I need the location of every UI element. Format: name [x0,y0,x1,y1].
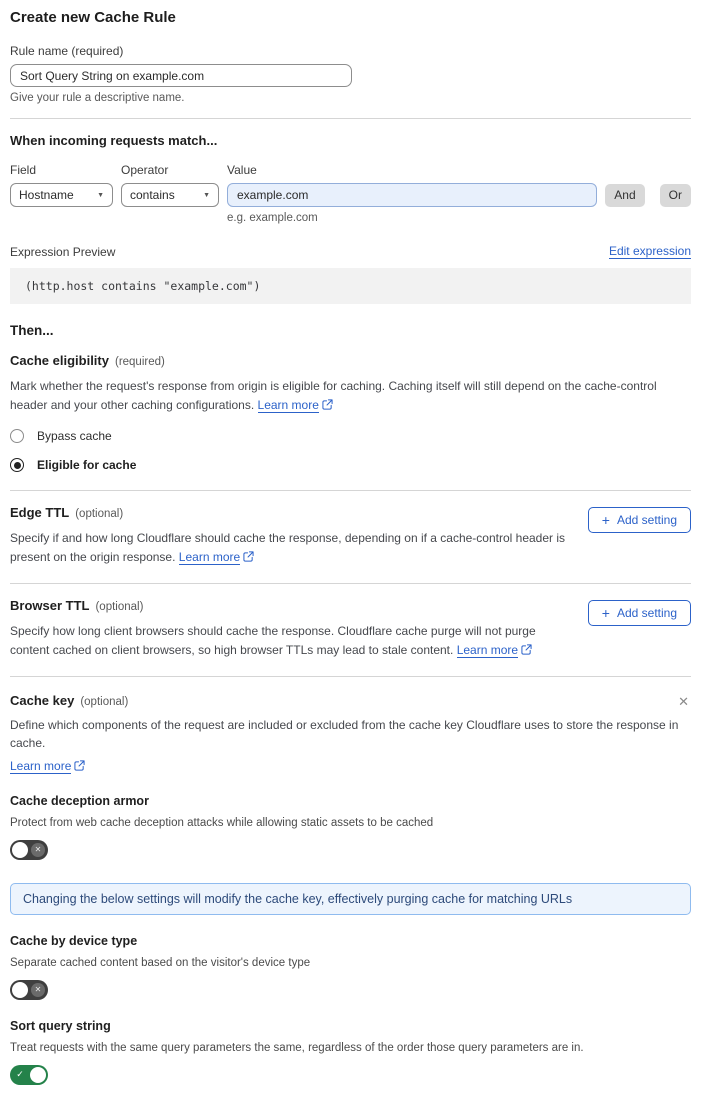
cache-eligibility-learn-more-link[interactable]: Learn more [257,397,319,412]
browser-ttl-qualifier: (optional) [95,601,144,614]
match-labels [10,163,691,177]
edge-ttl-learn-more-link[interactable]: Learn more [178,549,241,564]
expression-preview-code: (http.host contains "example.com") [10,268,691,304]
edge-ttl-section [10,505,691,566]
add-setting-label: Add setting [616,606,677,621]
cache-key-qualifier: (optional) [80,695,129,708]
then-heading: Then... [10,323,54,338]
browser-ttl-title: Browser TTL [10,598,90,614]
or-button[interactable]: Or [660,184,691,207]
and-button[interactable]: And [605,184,644,207]
browser-ttl-section [10,598,691,659]
match-heading: When incoming requests match... [10,133,218,148]
rule-name-label: Rule name (required) [10,44,124,58]
edge-ttl-description: Specify if and how long Cloudflare should cache the response, depending on if a cache-control header is present on the origin response. [10,531,566,564]
field-label: Field [10,163,37,177]
divider [10,583,691,584]
field-select[interactable] [10,183,113,207]
value-input[interactable] [227,183,597,207]
expression-preview-row [10,244,691,259]
external-link-icon [521,644,532,655]
cache-deception-armor-toggle[interactable] [10,840,48,860]
toggle-off-x-icon: ✕ [31,843,45,857]
browser-ttl-learn-more-link[interactable]: Learn more [456,642,519,657]
radio-icon [10,429,24,443]
radio-eligible-for-cache-label: Eligible for cache [37,458,137,473]
toggle-on-check-icon: ✓ [16,1069,24,1080]
cache-eligibility-qualifier: (required) [114,356,165,368]
match-row [10,183,691,207]
divider [10,490,691,491]
cache-by-device-type-toggle[interactable] [10,980,48,1000]
toggle-off-x-icon: ✕ [31,983,45,997]
expression-preview-label: Expression Preview [10,245,116,259]
sort-query-string-description: Treat requests with the same query parameters the same, regardless of the order those query parameters are in. [10,1041,584,1054]
toggle-knob [12,982,28,998]
divider [10,118,691,119]
browser-ttl-add-setting-button[interactable] [588,600,691,626]
value-help: e.g. example.com [227,212,318,224]
radio-bypass-cache[interactable] [10,429,691,443]
edit-expression-link[interactable]: Edit expression [608,244,691,258]
cache-key-warning-banner: Changing the below settings will modify the cache key, effectively purging cache for matching URLs [10,883,691,915]
operator-select-value: contains [130,188,175,202]
edge-ttl-add-setting-button[interactable] [588,507,691,533]
value-label: Value [227,163,257,177]
cache-key-learn-more-link[interactable]: Learn more [10,758,72,773]
cache-eligibility-title: Cache eligibility [10,353,109,368]
plus-icon: + [601,512,610,529]
field-select-value: Hostname [19,188,74,202]
add-setting-label: Add setting [616,513,677,528]
external-link-icon [322,399,333,410]
external-link-icon [74,760,85,771]
toggle-knob [12,842,28,858]
radio-eligible-for-cache[interactable] [10,458,691,472]
plus-icon: + [601,605,610,622]
chevron-down-icon: ▼ [203,191,210,199]
operator-label: Operator [121,163,169,177]
external-link-icon [243,551,254,562]
toggle-knob [30,1067,46,1083]
cache-key-description: Define which components of the request are included or excluded from the cache key Cloudflare uses to store the response in cache. [10,717,679,751]
cache-by-device-type-title: Cache by device type [10,933,138,948]
cache-eligibility-description: Mark whether the request's response from origin is eligible for caching. Caching itself will still depend on the cache-control header and your other caching configurations. [10,379,657,412]
radio-checked-icon [10,458,24,472]
edge-ttl-title: Edge TTL [10,505,70,521]
close-icon[interactable]: ✕ [678,693,689,709]
cache-key-title: Cache key [10,692,75,708]
chevron-down-icon: ▼ [97,191,104,199]
page-title: Create new Cache Rule [10,9,176,26]
sort-query-string-toggle[interactable] [10,1065,48,1085]
operator-select[interactable] [121,183,219,207]
rule-name-input[interactable] [10,64,352,87]
cache-by-device-type-description: Separate cached content based on the visitor's device type [10,956,311,969]
divider [10,676,691,677]
cache-key-section-header [10,693,691,716]
cache-deception-armor-title: Cache deception armor [10,793,149,808]
rule-name-help: Give your rule a descriptive name. [10,92,185,104]
edge-ttl-qualifier: (optional) [75,508,124,521]
cache-deception-armor-description: Protect from web cache deception attacks while allowing static assets to be cached [10,816,434,829]
radio-bypass-cache-label: Bypass cache [37,429,112,444]
browser-ttl-description: Specify how long client browsers should cache the response. Cloudflare cache purge will not purge content cached on client browsers, so high browser TTLs may lead to stale content. [10,624,536,657]
sort-query-string-title: Sort query string [10,1018,111,1033]
